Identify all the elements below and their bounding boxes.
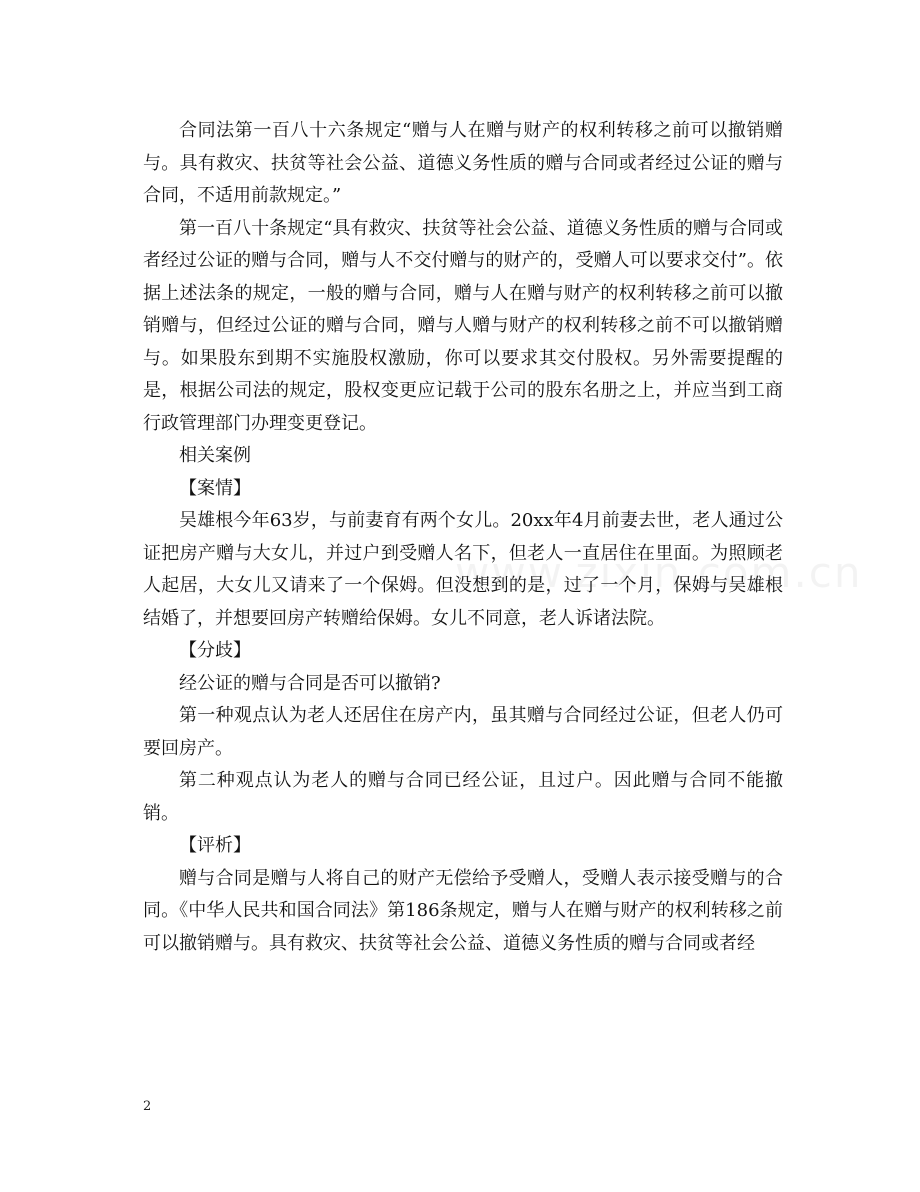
paragraph-article-180: 第一百八十条规定“具有救灾、扶贫等社会公益、道德义务性质的赠与合同或者经过公证的赠与合同，赠与人不交付赠与的财产的，受赠人可以要求交付”。依据上述法条的规定，一般的赠与合同，赠与人在赠与财产的权利转移之前可以撤销赠与，但经过公证的赠与合同，赠与人赠与财产的权利转移之前不可以撤销赠与。如果股东到期不实施股权激励，你可以要求其交付股权。另外需要提醒的是，根据公司法的规定，股权变更应记载于公司的股东名册之上，并应当到工商行政管理部门办理变更登记。 xyxy=(143,217,783,434)
page-number: 2 xyxy=(143,1099,152,1114)
paragraph-analysis: 赠与合同是赠与人将自己的财产无偿给予受赠人，受赠人表示接受赠与的合同。《中华人民共和国合同法》第186条规定，赠与人在赠与财产的权利转移之前可以撤销赠与。具有救灾、扶贫等社会公益、道德义务性质的赠与合同或者经 xyxy=(143,867,783,954)
heading-related-cases: 相关案例 xyxy=(179,445,251,466)
document-body xyxy=(143,115,783,960)
heading-case-facts: 【案情】 xyxy=(179,477,251,499)
heading-disagreement: 【分歧】 xyxy=(179,640,251,661)
heading-analysis: 【评析】 xyxy=(179,835,251,856)
paragraph-case-facts: 吴雄根今年63岁，与前妻育有两个女儿。20xx年4月前妻去世，老人通过公证把房产赠与大女儿，并过户到受赠人名下，但老人一直居住在里面。为照顾老人起居，大女儿又请来了一个保姆。但没想到的是，过了一个月，保姆与吴雄根结婚了，并想要回房产转赠给保姆。女儿不同意，老人诉诸法院。 xyxy=(143,510,783,629)
paragraph-article-186: 合同法第一百八十六条规定“赠与人在赠与财产的权利转移之前可以撤销赠与。具有救灾、扶贫等社会公益、道德义务性质的赠与合同或者经过公证的赠与合同，不适用前款规定。” xyxy=(143,120,783,206)
paragraph-first-view: 第一种观点认为老人还居住在房产内，虽其赠与合同经过公证，但老人仍可要回房产。 xyxy=(143,705,783,759)
paragraph-question: 经公证的赠与合同是否可以撤销? xyxy=(179,672,441,694)
paragraph-second-view: 第二种观点认为老人的赠与合同已经公证，且过户。因此赠与合同不能撤销。 xyxy=(143,770,783,824)
